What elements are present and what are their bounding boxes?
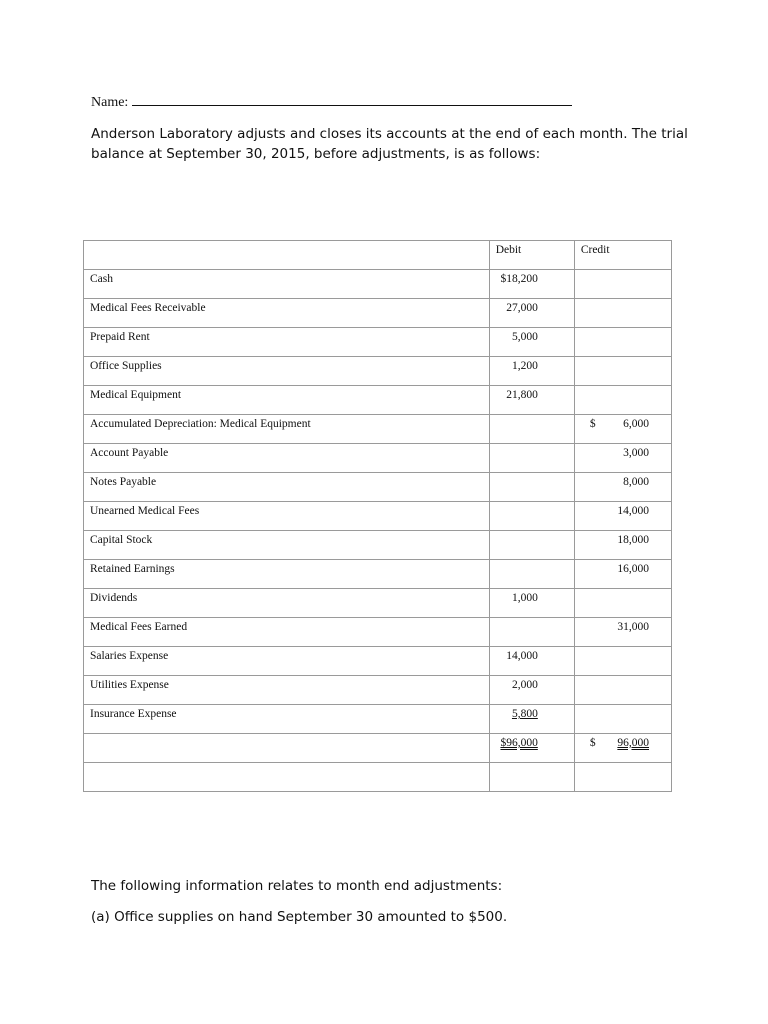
credit-amount: 31,000 xyxy=(617,621,649,633)
debit-cell xyxy=(489,415,574,444)
account-name: Medical Equipment xyxy=(84,386,490,415)
empty-cell xyxy=(489,763,574,792)
debit-cell xyxy=(489,676,574,705)
debit-amount: 1,000 xyxy=(511,592,538,604)
credit-cell xyxy=(574,299,671,328)
debit-amount: 5,800 xyxy=(511,708,538,720)
credit-cell xyxy=(574,560,671,589)
credit-cell xyxy=(574,531,671,560)
debit-amount: $18,200 xyxy=(500,273,538,285)
totals-label-cell xyxy=(84,734,490,763)
header-debit-cell xyxy=(489,241,574,270)
debit-cell xyxy=(489,270,574,299)
table-row xyxy=(84,647,672,676)
totals-row xyxy=(84,734,672,763)
account-name: Office Supplies xyxy=(84,357,490,386)
debit-amount: 21,800 xyxy=(506,389,538,401)
credit-total-cell xyxy=(574,734,671,763)
account-name: Unearned Medical Fees xyxy=(84,502,490,531)
debit-amount: 1,200 xyxy=(511,360,538,372)
debit-cell xyxy=(489,560,574,589)
debit-cell xyxy=(489,328,574,357)
debit-amount: 14,000 xyxy=(506,650,538,662)
credit-dollar-sign: $ xyxy=(589,418,596,430)
debit-cell xyxy=(489,299,574,328)
table-header-row xyxy=(84,241,672,270)
account-name: Medical Fees Receivable xyxy=(84,299,490,328)
account-name: Insurance Expense xyxy=(84,705,490,734)
debit-total-cell xyxy=(489,734,574,763)
table-row xyxy=(84,618,672,647)
credit-cell xyxy=(574,618,671,647)
credit-cell xyxy=(574,357,671,386)
credit-amount: 14,000 xyxy=(617,505,649,517)
trial-balance-table xyxy=(83,240,672,792)
table-row xyxy=(84,502,672,531)
account-name: Notes Payable xyxy=(84,473,490,502)
credit-cell xyxy=(574,415,671,444)
name-field-line xyxy=(91,94,572,111)
credit-amount: 6,000 xyxy=(623,418,649,430)
adjustment-item-a: (a) Office supplies on hand September 30 amounted to $500. xyxy=(91,909,508,925)
header-account-cell xyxy=(84,241,490,270)
table-row xyxy=(84,473,672,502)
credit-amount: 3,000 xyxy=(623,447,649,459)
credit-total: 96,000 xyxy=(617,737,649,749)
credit-amount: 18,000 xyxy=(617,534,649,546)
table-row xyxy=(84,676,672,705)
account-name: Capital Stock xyxy=(84,531,490,560)
credit-cell xyxy=(574,473,671,502)
adjustments-section xyxy=(91,876,507,938)
credit-cell xyxy=(574,386,671,415)
account-name: Cash xyxy=(84,270,490,299)
credit-cell xyxy=(574,328,671,357)
debit-header: Debit xyxy=(495,244,522,256)
table-row xyxy=(84,560,672,589)
credit-cell xyxy=(574,270,671,299)
empty-cell xyxy=(84,763,490,792)
debit-cell xyxy=(489,357,574,386)
table-row xyxy=(84,444,672,473)
debit-cell xyxy=(489,473,574,502)
credit-amount: 8,000 xyxy=(623,476,649,488)
empty-cell xyxy=(574,763,671,792)
name-blank-line[interactable] xyxy=(132,94,572,106)
table-row xyxy=(84,386,672,415)
credit-amount: 16,000 xyxy=(617,563,649,575)
credit-header: Credit xyxy=(580,244,610,256)
table-row xyxy=(84,415,672,444)
account-name: Salaries Expense xyxy=(84,647,490,676)
table-row xyxy=(84,270,672,299)
table-row xyxy=(84,357,672,386)
debit-cell xyxy=(489,705,574,734)
credit-cell xyxy=(574,705,671,734)
debit-cell xyxy=(489,618,574,647)
credit-cell xyxy=(574,589,671,618)
credit-cell xyxy=(574,676,671,705)
debit-amount: 27,000 xyxy=(506,302,538,314)
debit-cell xyxy=(489,444,574,473)
header-credit-cell xyxy=(574,241,671,270)
credit-total-dollar-sign: $ xyxy=(589,737,596,749)
debit-amount: 2,000 xyxy=(511,679,538,691)
account-name: Dividends xyxy=(84,589,490,618)
account-name: Medical Fees Earned xyxy=(84,618,490,647)
account-name: Account Payable xyxy=(84,444,490,473)
debit-cell xyxy=(489,502,574,531)
account-name: Accumulated Depreciation: Medical Equipment xyxy=(84,415,490,444)
credit-cell xyxy=(574,647,671,676)
debit-cell xyxy=(489,647,574,676)
debit-total: $96,000 xyxy=(500,737,538,749)
debit-cell xyxy=(489,531,574,560)
table-row xyxy=(84,299,672,328)
empty-row xyxy=(84,763,672,792)
debit-cell xyxy=(489,589,574,618)
table-row xyxy=(84,705,672,734)
credit-cell xyxy=(574,444,671,473)
debit-amount: 5,000 xyxy=(511,331,538,343)
credit-cell xyxy=(574,502,671,531)
table-row xyxy=(84,589,672,618)
table-row xyxy=(84,328,672,357)
adjustments-intro: The following information relates to month end adjustments: xyxy=(91,878,503,894)
intro-paragraph: Anderson Laboratory adjusts and closes its accounts at the end of each month. The trial balance at September 30, 2015, before adjustments, is as follows: xyxy=(91,126,688,162)
table-row xyxy=(84,531,672,560)
account-name: Utilities Expense xyxy=(84,676,490,705)
name-label: Name: xyxy=(91,95,129,110)
account-name: Prepaid Rent xyxy=(84,328,490,357)
debit-cell xyxy=(489,386,574,415)
account-name: Retained Earnings xyxy=(84,560,490,589)
